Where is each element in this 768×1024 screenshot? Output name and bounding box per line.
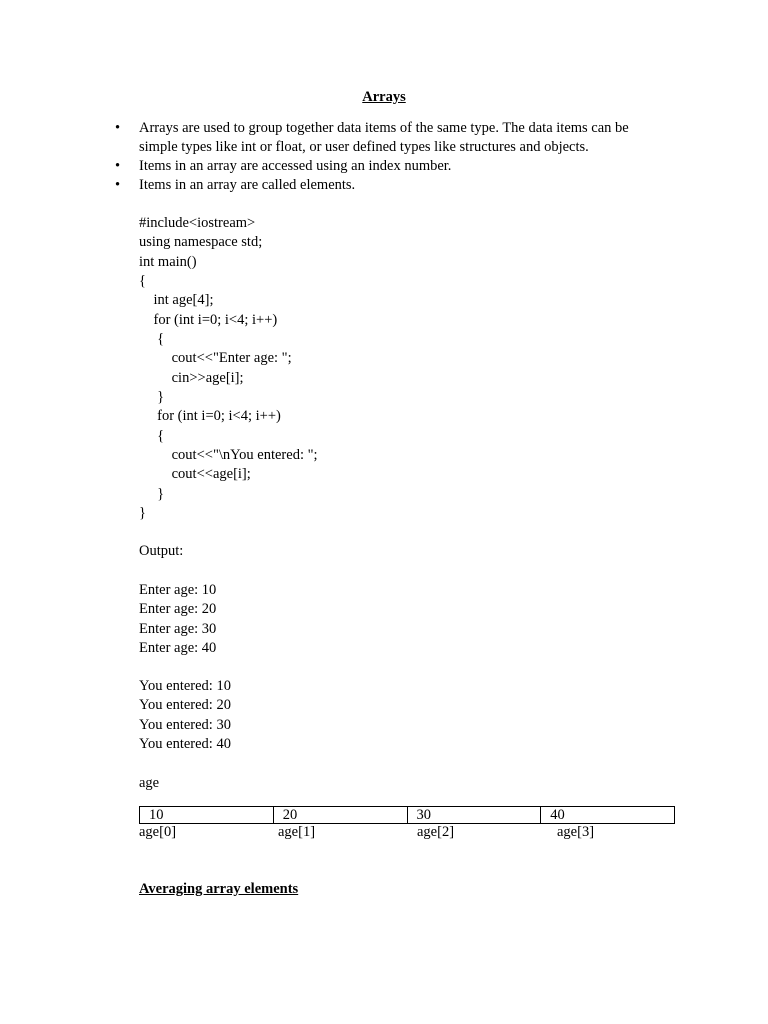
array-table bbox=[139, 806, 675, 824]
code-block bbox=[139, 214, 318, 523]
list-item bbox=[110, 176, 670, 195]
code-line: #include<iostream> bbox=[139, 215, 256, 231]
bullet-text: Items in an array are called elements. bbox=[139, 177, 356, 193]
output-label-block bbox=[139, 542, 183, 561]
output-line: Enter age: 30 bbox=[139, 620, 217, 637]
code-line: int main() bbox=[139, 253, 197, 270]
bullet-list bbox=[110, 119, 670, 195]
array-index-label: age[3] bbox=[557, 824, 595, 840]
list-item bbox=[110, 157, 670, 176]
code-line: } bbox=[139, 504, 146, 521]
code-line: using namespace std; bbox=[139, 234, 263, 251]
array-name-block bbox=[139, 774, 159, 793]
array-index-labels bbox=[139, 823, 679, 843]
table-row bbox=[140, 807, 675, 824]
code-line: for (int i=0; i<4; i++) bbox=[139, 311, 278, 328]
section-heading: Averaging array elements bbox=[139, 881, 299, 897]
output-enter-block bbox=[139, 581, 216, 658]
array-index-label: age[0] bbox=[139, 824, 177, 840]
bullet-icon: • bbox=[115, 158, 121, 174]
bullet-text: Arrays are used to group together data items of the same type. The data items can be simple types like int or float, or user defined types like structures and objects. bbox=[139, 120, 629, 155]
code-line: for (int i=0; i<4; i++) bbox=[139, 408, 281, 425]
code-line: cin>>age[i]; bbox=[139, 369, 244, 386]
code-line: cout<<age[i]; bbox=[139, 466, 251, 483]
array-index-label: age[2] bbox=[417, 824, 455, 840]
code-line: { bbox=[139, 427, 165, 444]
code-line: int age[4]; bbox=[139, 292, 214, 309]
code-line: { bbox=[139, 330, 165, 347]
output-line: You entered: 10 bbox=[139, 678, 231, 694]
array-name: age bbox=[139, 775, 160, 791]
list-item bbox=[110, 119, 670, 157]
code-line: cout<<"\nYou entered: "; bbox=[139, 446, 318, 463]
bullet-icon: • bbox=[115, 120, 121, 136]
code-line: { bbox=[139, 272, 146, 289]
bullet-icon: • bbox=[115, 177, 121, 193]
array-cell: 30 bbox=[407, 807, 541, 824]
output-line: You entered: 30 bbox=[139, 716, 231, 733]
output-line: Enter age: 10 bbox=[139, 582, 217, 598]
code-line: } bbox=[139, 388, 165, 405]
code-line: cout<<"Enter age: "; bbox=[139, 350, 292, 367]
array-index-label: age[1] bbox=[278, 824, 316, 840]
output-line: You entered: 40 bbox=[139, 735, 231, 752]
bullet-text: Items in an array are accessed using an index number. bbox=[139, 158, 452, 174]
output-entered-block bbox=[139, 677, 231, 754]
output-line: You entered: 20 bbox=[139, 697, 231, 714]
code-line: } bbox=[139, 485, 165, 502]
output-line: Enter age: 40 bbox=[139, 639, 217, 656]
page-title: Arrays bbox=[362, 89, 406, 105]
array-cell: 40 bbox=[541, 807, 675, 824]
array-cell: 10 bbox=[140, 807, 274, 824]
array-cell: 20 bbox=[273, 807, 407, 824]
output-label: Output: bbox=[139, 543, 184, 559]
output-line: Enter age: 20 bbox=[139, 601, 217, 618]
